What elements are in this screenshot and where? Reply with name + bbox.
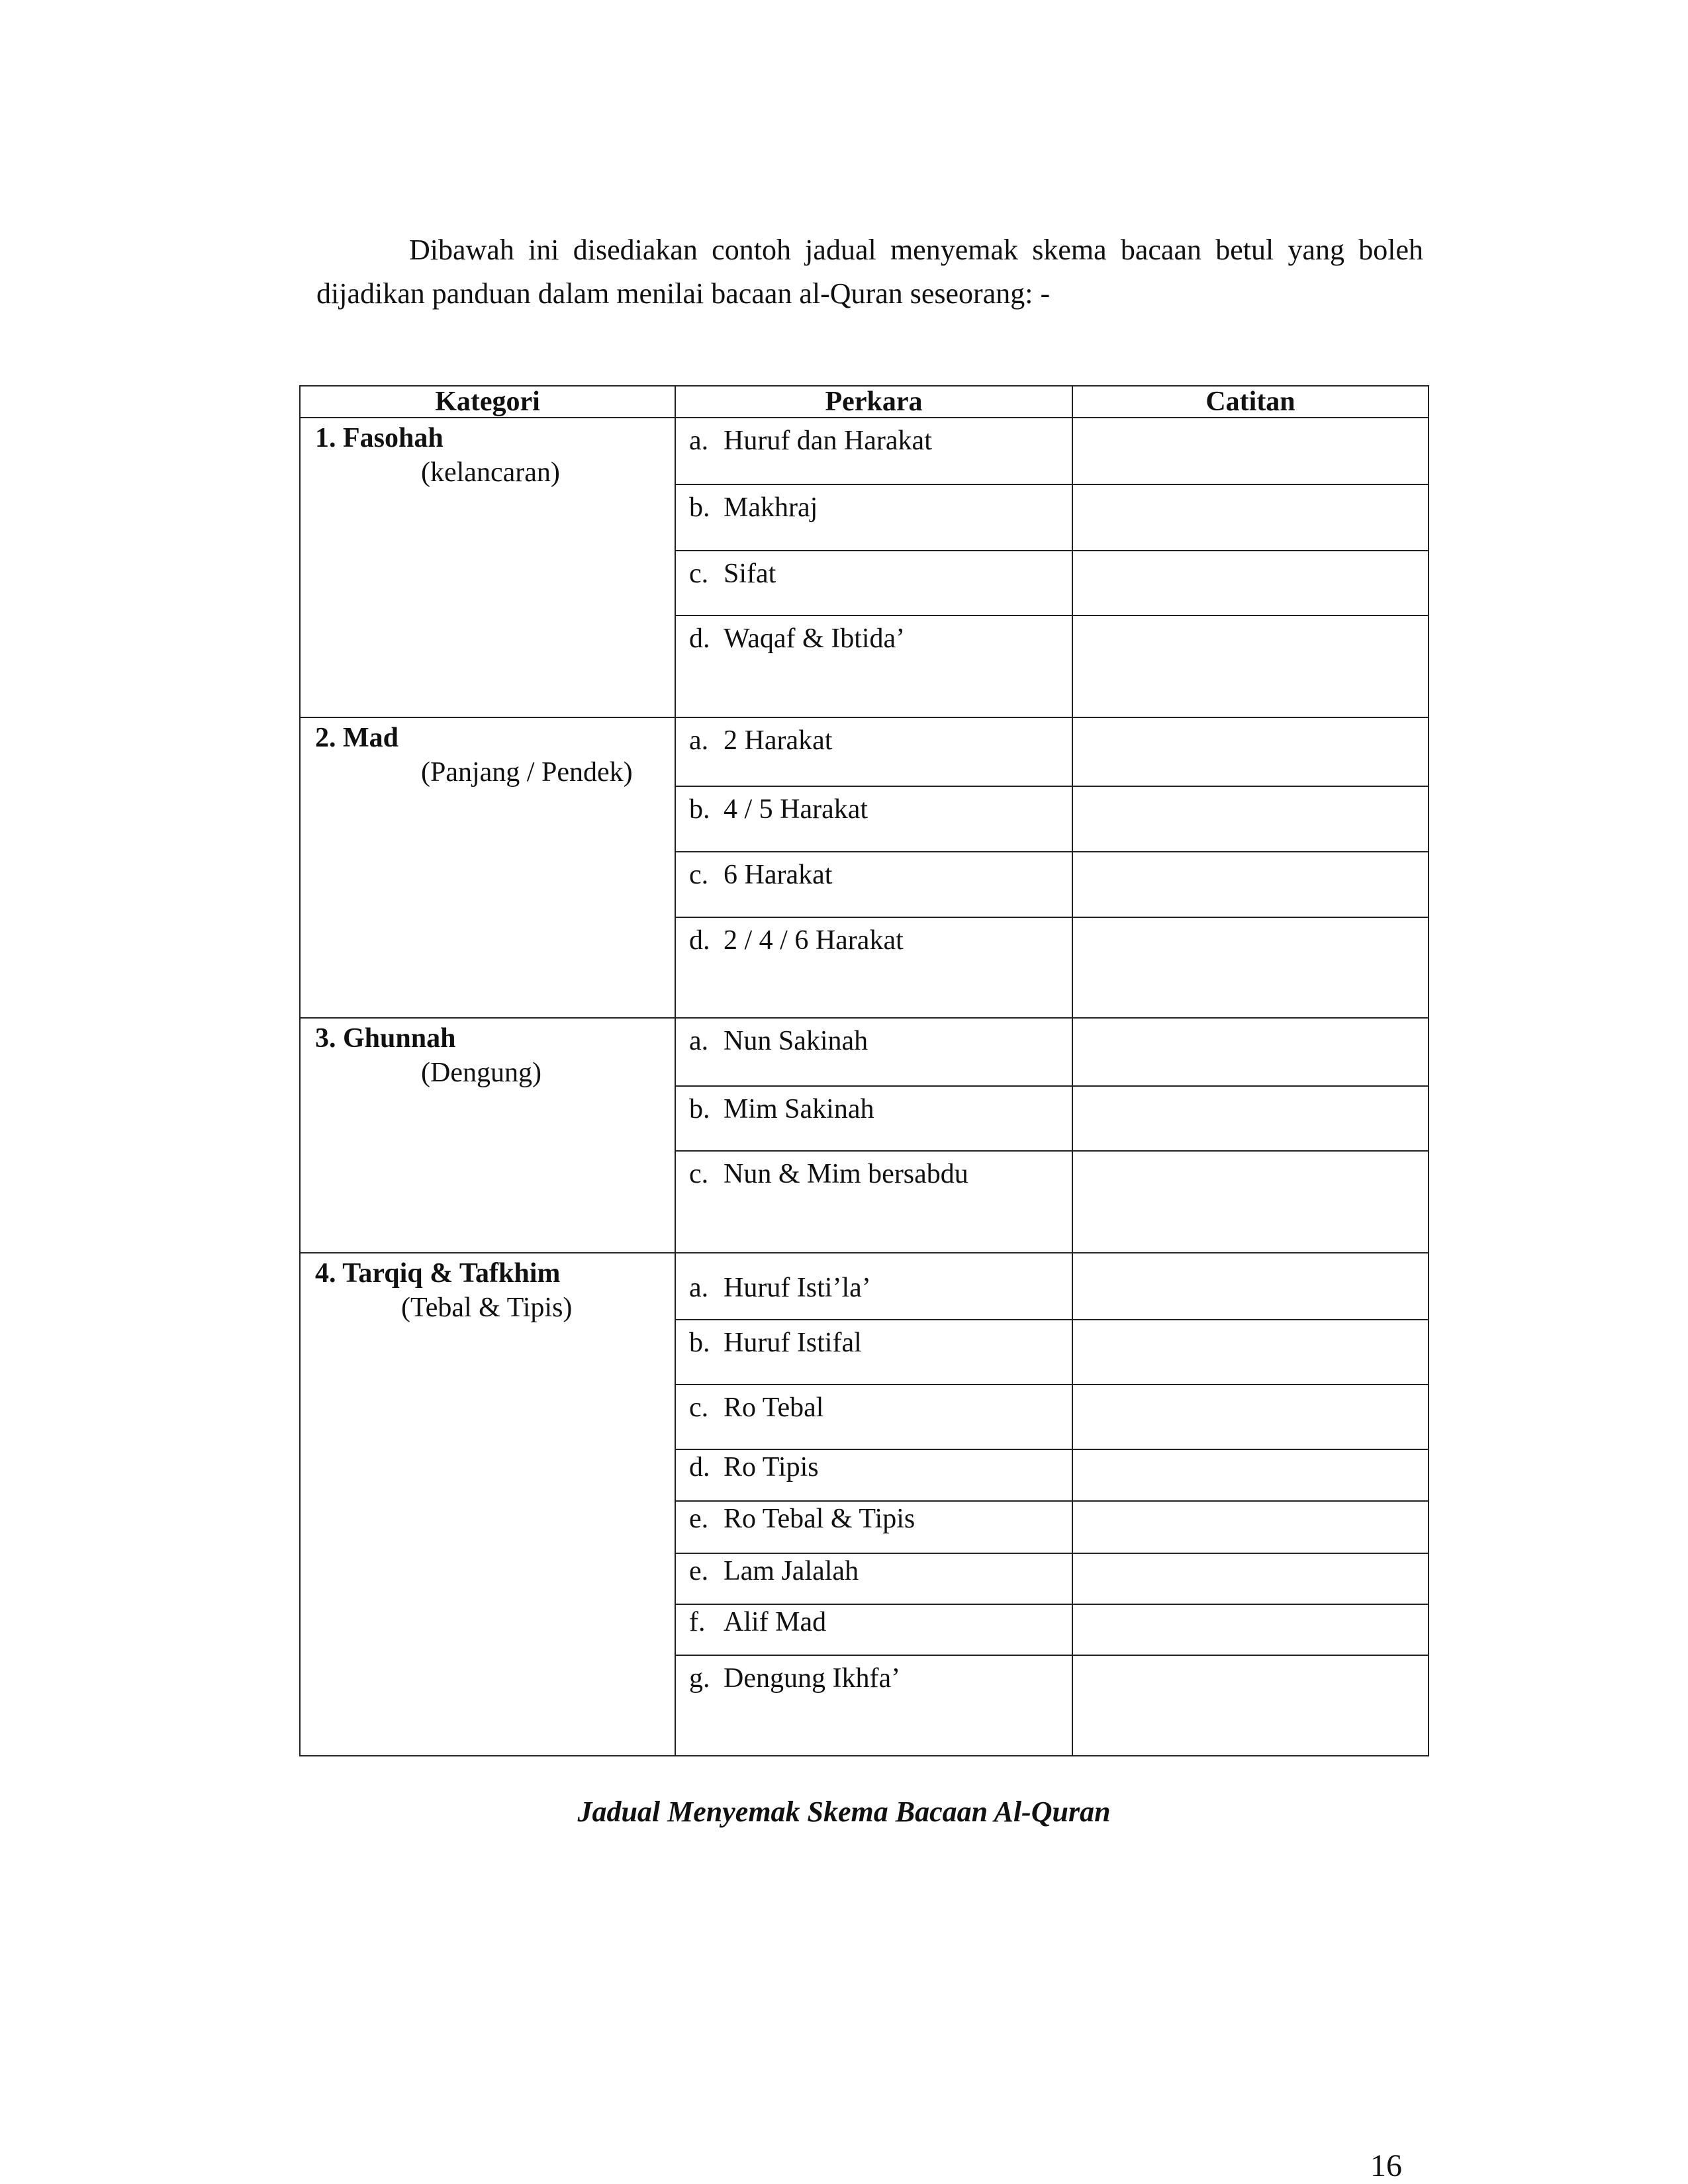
item-cell	[675, 786, 1072, 852]
item-letter: b.	[689, 1094, 710, 1124]
item-letter: d.	[689, 623, 710, 654]
item-letter: c.	[689, 1392, 709, 1423]
item-cell	[675, 1449, 1072, 1501]
table-caption: Jadual Menyemak Skema Bacaan Al-Quran	[577, 1796, 1111, 1828]
item-letter: b.	[689, 1328, 710, 1358]
item-cell	[675, 484, 1072, 551]
item-letter: a.	[689, 1026, 709, 1056]
item-cell	[675, 1018, 1072, 1086]
item-letter: e.	[689, 1556, 709, 1586]
category-subtitle: (Panjang / Pendek)	[421, 757, 633, 788]
item-cell	[675, 1253, 1072, 1320]
item-cell	[675, 1086, 1072, 1151]
notes-cell	[1072, 551, 1429, 615]
item-letter: d.	[689, 925, 710, 956]
notes-cell	[1072, 615, 1429, 717]
intro-paragraph: Dibawah ini disediakan contoh jadual menyemak skema bacaan betul yang boleh dijadikan panduan dalam menilai bacaan al-Quran seseorang: -	[316, 234, 1423, 310]
header-catitan: Catitan	[1072, 386, 1429, 418]
item-cell	[675, 551, 1072, 615]
item-letter: f.	[689, 1607, 706, 1637]
notes-cell	[1072, 917, 1429, 1018]
item-text: Makhraj	[724, 492, 818, 523]
item-cell	[675, 1385, 1072, 1449]
notes-cell	[1072, 1501, 1429, 1553]
category-title: 4. Tarqiq & Tafkhim	[315, 1258, 561, 1289]
header-perkara: Perkara	[675, 386, 1072, 418]
category-ghunnah	[300, 1018, 675, 1253]
notes-cell	[1072, 852, 1429, 917]
item-text: Huruf Isti’la’	[724, 1273, 871, 1303]
notes-cell	[1072, 484, 1429, 551]
item-text: Ro Tebal	[724, 1392, 824, 1423]
category-mad	[300, 717, 675, 1018]
item-letter: a.	[689, 725, 709, 756]
item-letter: c.	[689, 860, 709, 890]
item-text: Alif Mad	[724, 1607, 827, 1637]
notes-cell	[1072, 1086, 1429, 1151]
item-letter: e.	[689, 1504, 709, 1534]
notes-cell	[1072, 1385, 1429, 1449]
notes-cell	[1072, 1018, 1429, 1086]
item-text: 6 Harakat	[724, 860, 833, 890]
notes-cell	[1072, 1253, 1429, 1320]
item-letter: b.	[689, 492, 710, 523]
category-subtitle: (Tebal & Tipis)	[401, 1293, 573, 1323]
table-row	[300, 717, 1429, 786]
checklist-table	[299, 385, 1429, 1756]
category-subtitle: (kelancaran)	[421, 457, 560, 488]
item-text: Waqaf & Ibtida’	[724, 623, 906, 654]
item-text: Sifat	[724, 559, 776, 589]
item-cell	[675, 1501, 1072, 1553]
category-subtitle: (Dengung)	[421, 1058, 541, 1088]
notes-cell	[1072, 1449, 1429, 1501]
item-letter: a.	[689, 426, 709, 456]
item-cell	[675, 1655, 1072, 1756]
item-text: Ro Tipis	[724, 1452, 819, 1482]
notes-cell	[1072, 1553, 1429, 1604]
item-cell	[675, 1604, 1072, 1655]
item-cell	[675, 418, 1072, 484]
item-text: Nun Sakinah	[724, 1026, 868, 1056]
item-text: Huruf Istifal	[724, 1328, 862, 1358]
item-text: 2 Harakat	[724, 725, 833, 756]
notes-cell	[1072, 1655, 1429, 1756]
category-fasohah	[300, 418, 675, 717]
item-text: 2 / 4 / 6 Harakat	[724, 925, 904, 956]
notes-cell	[1072, 717, 1429, 786]
notes-cell	[1072, 1320, 1429, 1385]
item-cell	[675, 1553, 1072, 1604]
notes-cell	[1072, 418, 1429, 484]
item-letter: d.	[689, 1452, 710, 1482]
notes-cell	[1072, 1151, 1429, 1253]
table-row	[300, 1018, 1429, 1086]
item-letter: b.	[689, 794, 710, 825]
table-row	[300, 1253, 1429, 1320]
item-text: Dengung Ikhfa’	[724, 1663, 901, 1694]
item-cell	[675, 917, 1072, 1018]
item-letter: a.	[689, 1273, 709, 1303]
category-tarqiq-tafkhim	[300, 1253, 675, 1756]
item-letter: c.	[689, 559, 709, 589]
item-text: Lam Jalalah	[724, 1556, 859, 1586]
item-cell	[675, 615, 1072, 717]
item-text: Huruf dan Harakat	[724, 426, 932, 456]
category-title: 1. Fasohah	[315, 423, 444, 453]
item-text: Nun & Mim bersabdu	[724, 1159, 968, 1189]
page-number: 16	[1370, 2148, 1402, 2183]
item-cell	[675, 1320, 1072, 1385]
category-title: 2. Mad	[315, 723, 399, 753]
item-cell	[675, 1151, 1072, 1253]
item-cell	[675, 852, 1072, 917]
item-text: 4 / 5 Harakat	[724, 794, 868, 825]
item-text: Mim Sakinah	[724, 1094, 874, 1124]
table-row	[300, 418, 1429, 484]
item-text: Ro Tebal & Tipis	[724, 1504, 915, 1534]
header-kategori: Kategori	[300, 386, 675, 418]
item-letter: g.	[689, 1663, 710, 1694]
item-cell	[675, 717, 1072, 786]
table-header-row	[300, 386, 1429, 418]
notes-cell	[1072, 786, 1429, 852]
item-letter: c.	[689, 1159, 709, 1189]
notes-cell	[1072, 1604, 1429, 1655]
category-title: 3. Ghunnah	[315, 1023, 456, 1054]
